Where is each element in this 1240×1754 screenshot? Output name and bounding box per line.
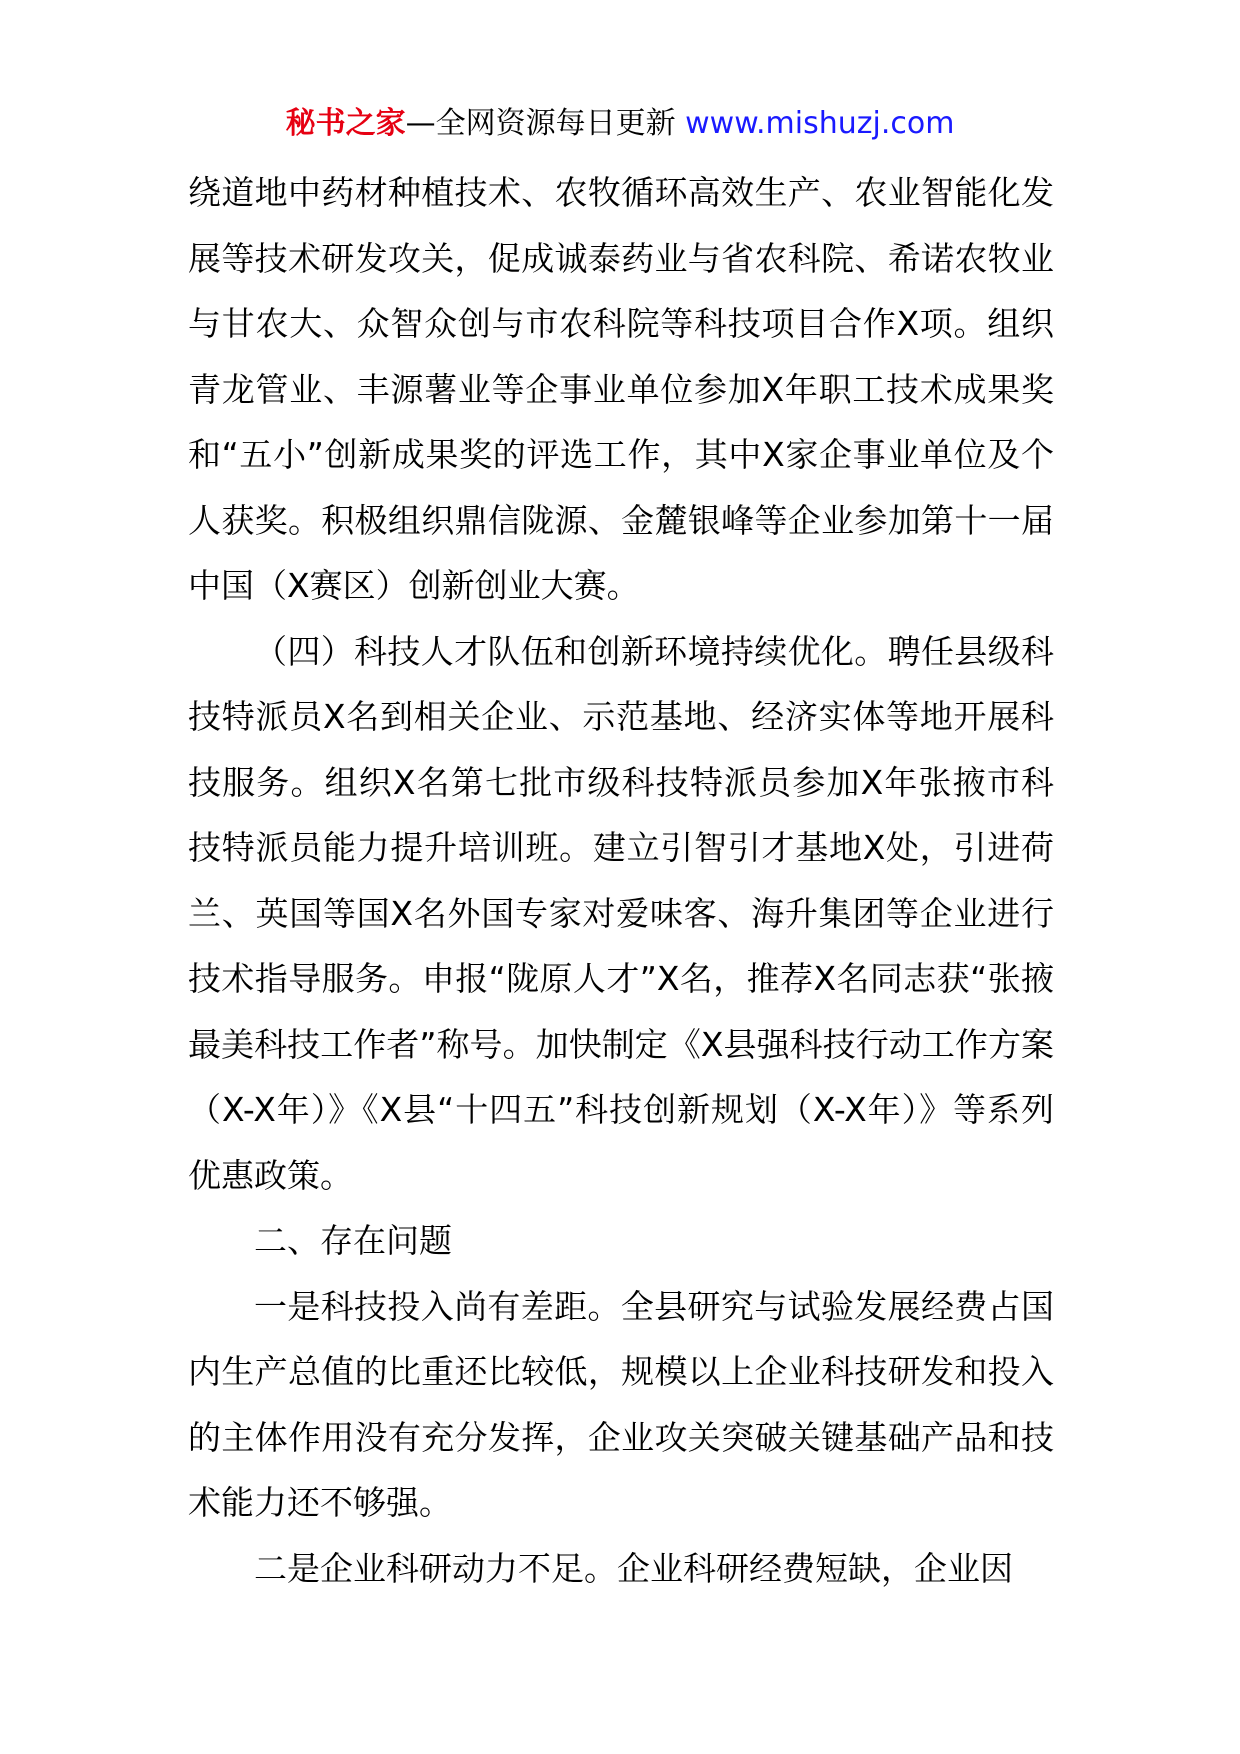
brand-name: 秘书之家 xyxy=(285,106,406,141)
header-tagline: —全网资源每日更新 xyxy=(405,106,676,141)
section-heading-problems: 二、存在问题 xyxy=(254,1221,452,1260)
site-header xyxy=(0,104,1240,144)
paragraph-section-four: （四）科技人才队伍和创新环境持续优化。聘任县级科技特派员X名到相关企业、示范基地、经济实体等地开展科技服务。组织X名第七批市级科技特派员参加X年张掖市科技特派员能力提升培训班。建立引智引才基地X处，引进荷兰、英国等国X名外国专家对爱味客、海升集团等企业进行技术指导服务。申报“陇原人才”X名，推荐X名同志获“张掖最美科技工作者”称号。加快制定《X县强科技行动工作方案（X-X年）》《X县“十四五”科技创新规划（X-X年）》等系列优惠政策。 xyxy=(188,631,1054,1195)
paragraph-continuation: 绕道地中药材种植技术、农牧循环高效生产、农业智能化发展等技术研发攻关，促成诚泰药业与省农科院、希诺农牧业与甘农大、众智众创与市农科院等科技项目合作X项。组织青龙管业、丰源薯业等企事业单位参加X年职工技术成果奖和“五小”创新成果奖的评选工作，其中X家企事业单位及个人获奖。积极组织鼎信陇源、金麓银峰等企业参加第十一届中国（X赛区）创新创业大赛。 xyxy=(188,173,1054,605)
paragraph-problem-two: 二是企业科研动力不足。企业科研经费短缺，企业因 xyxy=(254,1548,1013,1588)
paragraph-problem-one: 一是科技投入尚有差距。全县研究与试验发展经费占国内生产总值的比重还比较低，规模以上企业科技研发和投入的主体作用没有充分发挥，企业攻关突破关键基础产品和技术能力还不够强。 xyxy=(188,1286,1054,1522)
site-url-link[interactable]: www.mishuzj.com xyxy=(685,106,955,141)
document-body xyxy=(188,160,1054,1601)
